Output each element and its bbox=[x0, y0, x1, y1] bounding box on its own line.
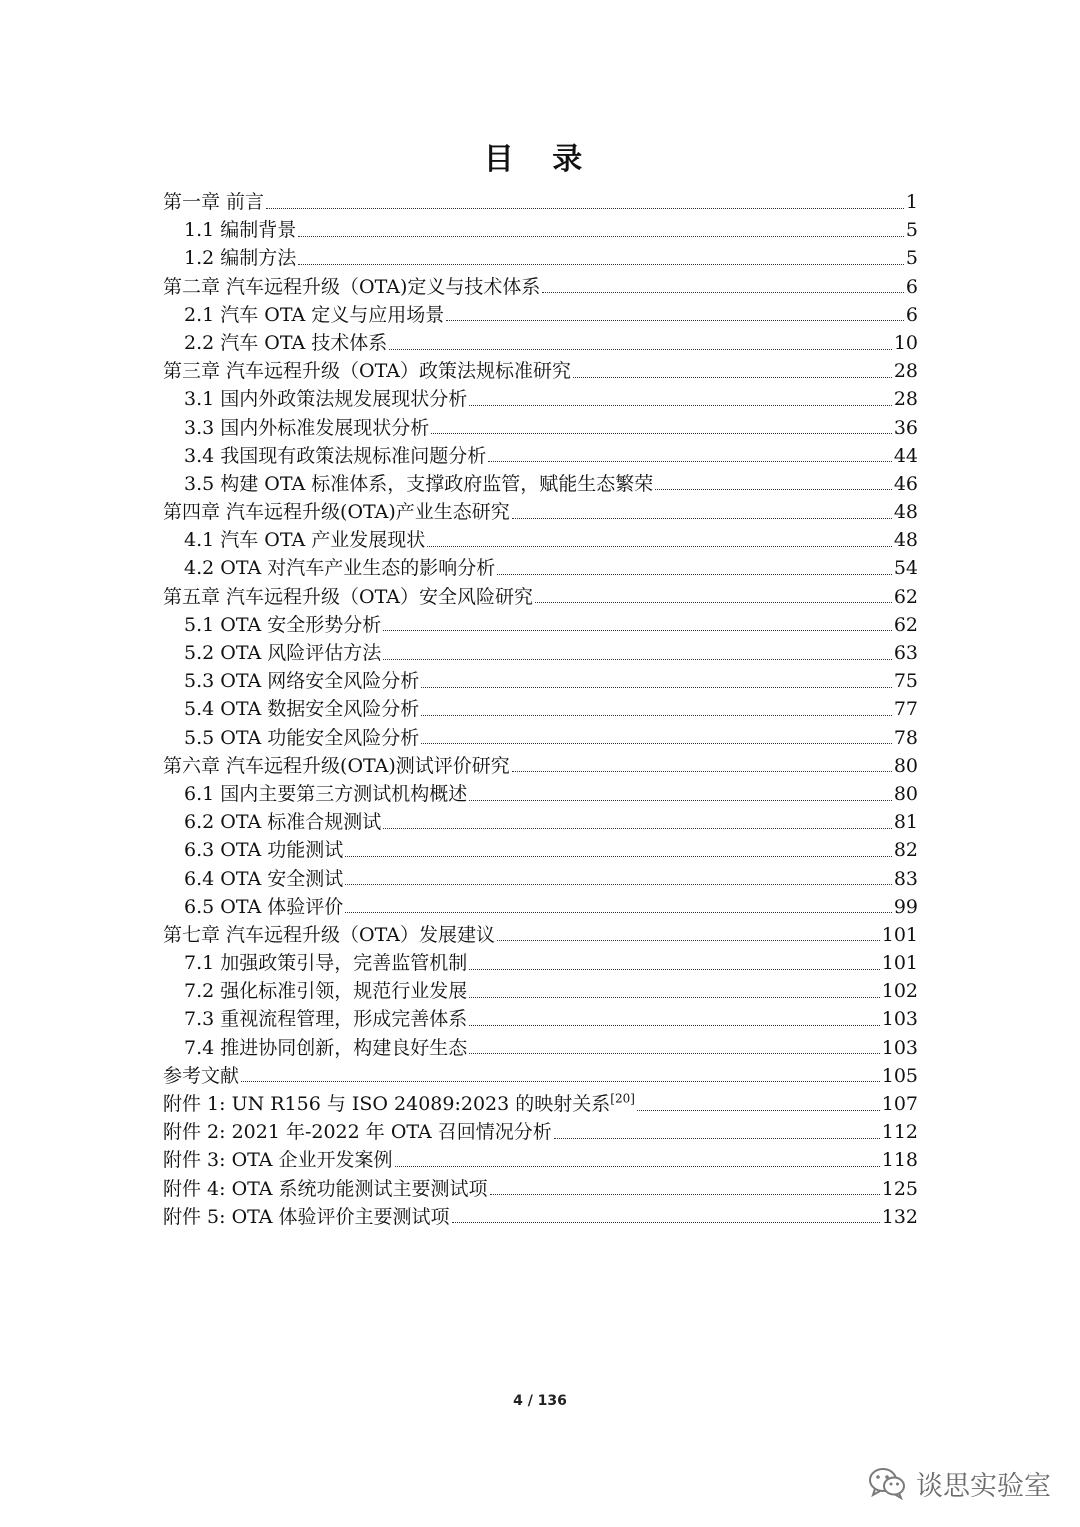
page-number: 4 / 136 bbox=[513, 1393, 567, 1409]
toc-page-number: 102 bbox=[881, 980, 918, 1003]
toc-entry-text: 6.5 OTA 体验评价 bbox=[184, 895, 344, 918]
citation-superscript: [20] bbox=[610, 1091, 635, 1106]
toc-entry[interactable] bbox=[163, 1090, 918, 1118]
toc-entry-text: 5.3 OTA 网络安全风险分析 bbox=[184, 670, 420, 693]
toc-entry[interactable] bbox=[163, 329, 918, 357]
toc-page-number: 82 bbox=[893, 839, 918, 862]
toc-leader-dots bbox=[497, 940, 880, 941]
toc-entry-text: 6.4 OTA 安全测试 bbox=[184, 867, 344, 890]
toc-page-number: 54 bbox=[893, 557, 918, 580]
toc-leader-dots bbox=[427, 546, 892, 547]
toc-entry[interactable] bbox=[163, 414, 918, 442]
toc-entry-label bbox=[184, 611, 381, 639]
toc-entry-text: 2.2 汽车 OTA 技术体系 bbox=[184, 331, 388, 354]
toc-entry[interactable] bbox=[163, 188, 918, 216]
toc-entry[interactable] bbox=[163, 865, 918, 893]
toc-entry[interactable] bbox=[163, 611, 918, 639]
toc-entry-text: 第五章 汽车远程升级（OTA）安全风险研究 bbox=[163, 585, 533, 608]
toc-page-number: 48 bbox=[893, 501, 918, 524]
toc-entry-label bbox=[163, 188, 264, 216]
toc-entry-text: 附件 2: 2021 年-2022 年 OTA 召回情况分析 bbox=[163, 1121, 552, 1144]
toc-page-number: 101 bbox=[881, 952, 918, 975]
toc-entry-text: 1.2 编制方法 bbox=[184, 247, 297, 270]
toc-leader-dots bbox=[452, 1222, 880, 1223]
toc-entry-label bbox=[184, 695, 419, 723]
toc-leader-dots bbox=[298, 264, 904, 265]
toc-entry[interactable] bbox=[163, 949, 918, 977]
toc-entry-label bbox=[184, 724, 419, 752]
toc-page-number: 83 bbox=[893, 867, 918, 890]
toc-leader-dots bbox=[421, 715, 892, 716]
toc-leader-dots bbox=[446, 320, 904, 321]
toc-entry-label bbox=[184, 780, 467, 808]
toc-entry-label bbox=[184, 216, 296, 244]
toc-entry-text: 5.1 OTA 安全形势分析 bbox=[184, 613, 382, 636]
toc-leader-dots bbox=[512, 771, 892, 772]
toc-entry-text: 附件 4: OTA 系统功能测试主要测试项 bbox=[163, 1177, 488, 1200]
toc-leader-dots bbox=[345, 912, 892, 913]
toc-entry[interactable] bbox=[163, 921, 918, 949]
toc-page-number: 6 bbox=[905, 275, 918, 298]
toc-entry[interactable] bbox=[163, 526, 918, 554]
toc-entry-label bbox=[184, 1005, 467, 1033]
toc-page-number: 28 bbox=[893, 360, 918, 383]
toc-leader-dots bbox=[573, 377, 892, 378]
toc-leader-dots bbox=[469, 969, 879, 970]
toc-entry-label bbox=[163, 273, 540, 301]
toc-entry-text: 4.2 OTA 对汽车产业生态的影响分析 bbox=[184, 557, 496, 580]
toc-entry-text: 第六章 汽车远程升级(OTA)测试评价研究 bbox=[163, 754, 510, 777]
toc-entry[interactable] bbox=[163, 470, 918, 498]
toc-leader-dots bbox=[395, 1166, 880, 1167]
toc-leader-dots bbox=[241, 1081, 880, 1082]
toc-entry[interactable] bbox=[163, 639, 918, 667]
toc-entry-text: 参考文献 bbox=[163, 1064, 240, 1087]
toc-page-number: 105 bbox=[881, 1064, 918, 1087]
toc-leader-dots bbox=[469, 1025, 879, 1026]
toc-entry[interactable] bbox=[163, 836, 918, 864]
toc-leader-dots bbox=[298, 236, 904, 237]
toc-leader-dots bbox=[554, 1138, 880, 1139]
toc-leader-dots bbox=[542, 292, 904, 293]
toc-entry-label bbox=[163, 752, 510, 780]
toc-leader-dots bbox=[383, 659, 892, 660]
toc-leader-dots bbox=[469, 405, 892, 406]
toc-entry[interactable] bbox=[163, 1062, 918, 1090]
toc-page-number: 77 bbox=[893, 698, 918, 721]
toc-page-number: 10 bbox=[893, 331, 918, 354]
toc-entry-text: 1.1 编制背景 bbox=[184, 219, 297, 242]
toc-entry[interactable] bbox=[163, 695, 918, 723]
toc-entry-text: 第二章 汽车远程升级（OTA)定义与技术体系 bbox=[163, 275, 541, 298]
table-of-contents bbox=[163, 188, 918, 1231]
toc-entry-label bbox=[163, 1175, 488, 1203]
toc-entry-label bbox=[184, 808, 381, 836]
toc-page-number: 112 bbox=[881, 1121, 918, 1144]
toc-entry-text: 第四章 汽车远程升级(OTA)产业生态研究 bbox=[163, 501, 510, 524]
toc-entry[interactable] bbox=[163, 583, 918, 611]
toc-leader-dots bbox=[512, 518, 892, 519]
toc-entry-text: 附件 3: OTA 企业开发案例 bbox=[163, 1149, 393, 1172]
toc-entry-label bbox=[184, 442, 486, 470]
toc-leader-dots bbox=[637, 1110, 880, 1111]
toc-entry-label bbox=[163, 498, 510, 526]
toc-entry[interactable] bbox=[163, 752, 918, 780]
toc-leader-dots bbox=[497, 574, 892, 575]
toc-entry[interactable] bbox=[163, 893, 918, 921]
toc-entry[interactable] bbox=[163, 244, 918, 272]
toc-page-number: 5 bbox=[905, 219, 918, 242]
toc-entry-label bbox=[184, 893, 343, 921]
toc-entry-label bbox=[163, 921, 495, 949]
toc-entry-text: 6.1 国内主要第三方测试机构概述 bbox=[184, 782, 468, 805]
toc-leader-dots bbox=[655, 489, 892, 490]
toc-leader-dots bbox=[383, 630, 892, 631]
toc-page-number: 99 bbox=[893, 895, 918, 918]
toc-entry[interactable] bbox=[163, 385, 918, 413]
toc-entry-text: 6.3 OTA 功能测试 bbox=[184, 839, 344, 862]
toc-entry[interactable] bbox=[163, 780, 918, 808]
toc-entry[interactable] bbox=[163, 724, 918, 752]
toc-entry[interactable] bbox=[163, 554, 918, 582]
toc-entry[interactable] bbox=[163, 977, 918, 1005]
toc-leader-dots bbox=[345, 884, 892, 885]
toc-entry-label bbox=[184, 1034, 467, 1062]
toc-leader-dots bbox=[383, 828, 892, 829]
toc-entry-text: 第一章 前言 bbox=[163, 191, 265, 213]
toc-page-number: 36 bbox=[893, 416, 918, 439]
toc-leader-dots bbox=[431, 433, 892, 434]
toc-leader-dots bbox=[488, 461, 892, 462]
toc-page-number: 6 bbox=[905, 303, 918, 326]
toc-entry-text: 附件 5: OTA 体验评价主要测试项 bbox=[163, 1205, 450, 1228]
toc-entry[interactable] bbox=[163, 667, 918, 695]
toc-entry[interactable] bbox=[163, 442, 918, 470]
toc-page-number: 125 bbox=[881, 1177, 918, 1200]
toc-page-number: 48 bbox=[893, 529, 918, 552]
toc-page-number: 107 bbox=[881, 1093, 918, 1115]
toc-entry-label bbox=[184, 414, 429, 442]
toc-leader-dots bbox=[266, 208, 904, 209]
toc-page-number: 63 bbox=[893, 642, 918, 664]
toc-entry-label bbox=[184, 836, 343, 864]
toc-entry-label bbox=[184, 949, 467, 977]
toc-page-number: 1 bbox=[905, 191, 918, 213]
toc-entry-text: 5.2 OTA 风险评估方法 bbox=[184, 642, 382, 664]
toc-page-number: 80 bbox=[893, 754, 918, 777]
toc-entry-label bbox=[184, 526, 425, 554]
toc-entry-label bbox=[163, 1146, 393, 1174]
toc-leader-dots bbox=[345, 856, 892, 857]
toc-page-number: 80 bbox=[893, 782, 918, 805]
toc-entry-text: 7.1 加强政策引导，完善监管机制 bbox=[184, 952, 468, 975]
toc-page-number: 62 bbox=[893, 585, 918, 608]
watermark bbox=[868, 1462, 1051, 1504]
toc-entry[interactable] bbox=[163, 1146, 918, 1174]
toc-entry[interactable] bbox=[163, 1175, 918, 1203]
toc-entry-text: 5.4 OTA 数据安全风险分析 bbox=[184, 698, 420, 721]
toc-entry-text: 7.4 推进协同创新，构建良好生态 bbox=[184, 1036, 468, 1059]
toc-page-number: 103 bbox=[881, 1008, 918, 1031]
toc-entry-text: 6.2 OTA 标准合规测试 bbox=[184, 811, 382, 834]
toc-leader-dots bbox=[421, 743, 892, 744]
toc-entry[interactable] bbox=[163, 1203, 918, 1231]
toc-entry[interactable] bbox=[163, 357, 918, 385]
toc-page-number: 101 bbox=[881, 923, 918, 946]
toc-entry-text: 4.1 汽车 OTA 产业发展现状 bbox=[184, 529, 426, 552]
toc-leader-dots bbox=[389, 349, 892, 350]
wechat-icon bbox=[868, 1466, 906, 1500]
toc-page-number: 81 bbox=[893, 811, 918, 834]
toc-entry[interactable] bbox=[163, 301, 918, 329]
toc-entry-label bbox=[184, 385, 467, 413]
toc-page-number: 103 bbox=[881, 1036, 918, 1059]
toc-entry-text: 7.3 重视流程管理，形成完善体系 bbox=[184, 1008, 468, 1031]
toc-entry-text: 5.5 OTA 功能安全风险分析 bbox=[184, 726, 420, 749]
toc-entry-label bbox=[184, 244, 296, 272]
toc-entry-text: 3.5 构建 OTA 标准体系，支撑政府监管，赋能生态繁荣 bbox=[184, 472, 654, 495]
toc-page-number: 132 bbox=[881, 1205, 918, 1228]
toc-page-number: 62 bbox=[893, 613, 918, 636]
toc-entry-text: 第三章 汽车远程升级（OTA）政策法规标准研究 bbox=[163, 360, 571, 383]
toc-entry-text: 7.2 强化标准引领，规范行业发展 bbox=[184, 980, 468, 1003]
toc-page-number: 46 bbox=[893, 472, 918, 495]
toc-entry[interactable] bbox=[163, 1034, 918, 1062]
toc-leader-dots bbox=[421, 687, 892, 688]
toc-entry[interactable] bbox=[163, 808, 918, 836]
toc-entry[interactable] bbox=[163, 216, 918, 244]
toc-leader-dots bbox=[469, 997, 879, 998]
toc-entry-label bbox=[184, 301, 444, 329]
toc-page-number: 5 bbox=[905, 247, 918, 270]
toc-leader-dots bbox=[469, 800, 892, 801]
toc-entry-text: 2.1 汽车 OTA 定义与应用场景 bbox=[184, 303, 445, 326]
watermark-text: 谈思实验室 bbox=[916, 1470, 1051, 1502]
toc-entry-label bbox=[184, 865, 343, 893]
toc-entry-label bbox=[184, 554, 495, 582]
toc-entry-label bbox=[163, 1090, 635, 1118]
toc-entry[interactable] bbox=[163, 498, 918, 526]
toc-entry-label bbox=[163, 583, 533, 611]
toc-entry-label bbox=[184, 329, 387, 357]
page-title: 目 录 bbox=[483, 142, 597, 177]
toc-entry-label bbox=[163, 1062, 239, 1090]
toc-entry-label bbox=[184, 470, 653, 498]
toc-page-number: 75 bbox=[893, 670, 918, 693]
toc-entry-label bbox=[184, 667, 419, 695]
toc-entry[interactable] bbox=[163, 1005, 918, 1033]
toc-entry[interactable] bbox=[163, 273, 918, 301]
toc-entry-text: 第七章 汽车远程升级（OTA）发展建议 bbox=[163, 923, 495, 946]
toc-leader-dots bbox=[535, 602, 892, 603]
toc-entry-label bbox=[184, 639, 381, 667]
toc-page-number: 78 bbox=[893, 726, 918, 749]
toc-entry-label bbox=[184, 977, 467, 1005]
toc-entry[interactable] bbox=[163, 1118, 918, 1146]
toc-leader-dots bbox=[490, 1194, 880, 1195]
toc-entry-label bbox=[163, 1118, 552, 1146]
toc-entry-label bbox=[163, 1203, 450, 1231]
toc-page-number: 118 bbox=[881, 1149, 918, 1172]
toc-entry-label bbox=[163, 357, 571, 385]
toc-page-number: 44 bbox=[893, 444, 918, 467]
toc-entry-text: 3.1 国内外政策法规发展现状分析 bbox=[184, 388, 468, 411]
toc-page-number: 28 bbox=[893, 388, 918, 411]
toc-entry-text: 3.3 国内外标准发展现状分析 bbox=[184, 416, 430, 439]
toc-entry-text: 附件 1: UN R156 与 ISO 24089:2023 的映射关系 bbox=[163, 1093, 611, 1115]
toc-entry-text: 3.4 我国现有政策法规标准问题分析 bbox=[184, 444, 487, 467]
toc-leader-dots bbox=[469, 1053, 879, 1054]
